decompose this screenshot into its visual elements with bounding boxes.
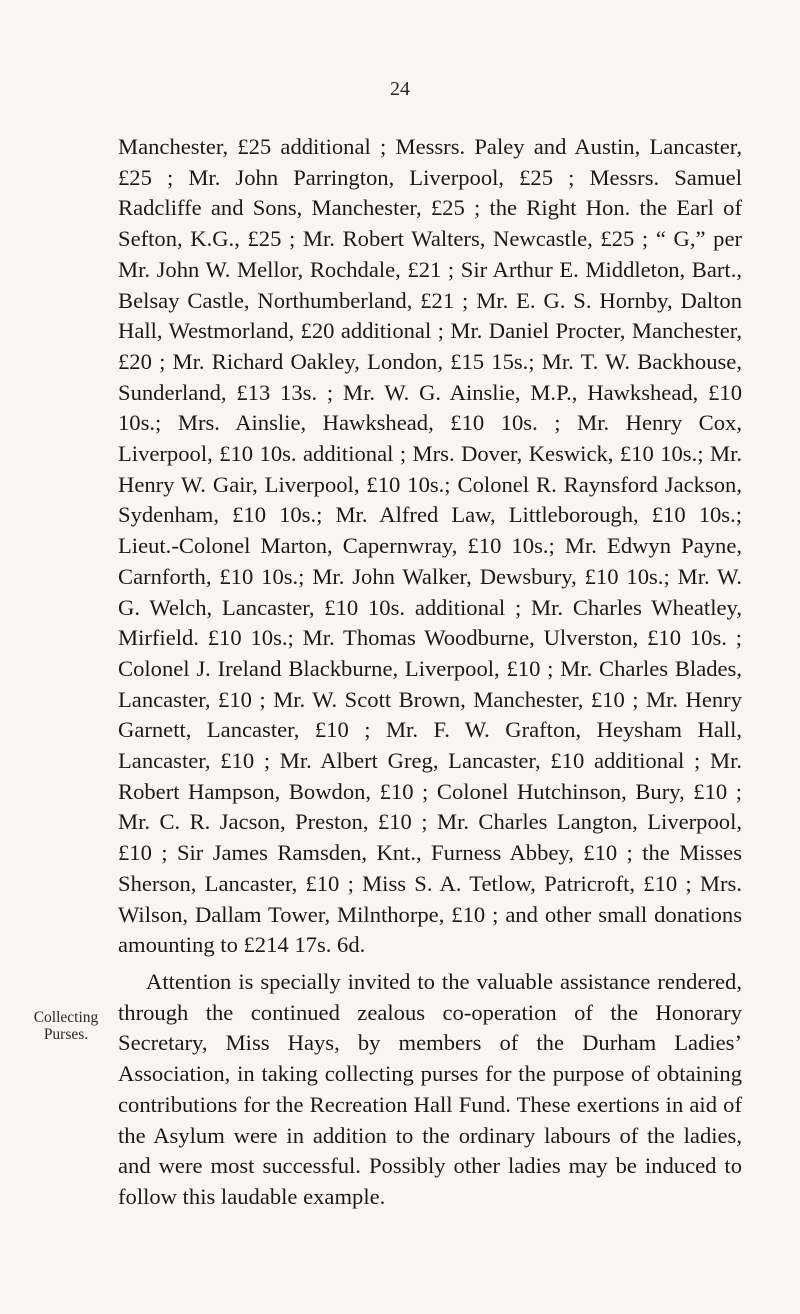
donations-paragraph: Manchester, £25 additional ; Messrs. Paley and Austin, Lancaster, £25 ; Mr. John Parrington, Liverpool, £25 ; Messrs. Samuel Radcliffe and Sons, Manchester, £25 ; the Right Hon. the Earl of Sefton, K.G., £25 ; Mr. Robert Walters, Newcastle, £25 ; “ G,” per Mr. John W. Mellor, Rochdale, £21 ; Sir Arthur E. Middleton, Bart., Belsay Castle, Northumberland, £21 ; Mr. E. G. S. Hornby, Dalton Hall, Westmorland, £20 additional ; Mr. Daniel Procter, Manchester, £20 ; Mr. Richard Oakley, London, £15 15s.; Mr. T. W. Backhouse, Sunderland, £13 13s. ; Mr. W. G. Ainslie, M.P., Hawkshead, £10 10s.; Mrs. Ainslie, Hawkshead, £10 10s. ; Mr. Henry Cox, Liverpool, £10 10s. additional ; Mrs. Dover, Keswick, £10 10s.; Mr. Henry W. Gair, Liverpool, £10 10s.; Colonel R. Raynsford Jackson, Sydenham, £10 10s.; Mr. Alfred Law, Littleborough, £10 10s.; Lieut.-Colonel Marton, Capernwray, £10 10s.; Mr. Edwyn Payne, Carnforth, £10 10s.; Mr. John Walker, Dewsbury, £10 10s.; Mr. W. G. Welch, Lancaster, £10 10s. additional ; Mr. Charles Wheatley, Mirfield. £10 10s.; Mr. Thomas Woodburne, Ulverston, £10 10s. ; Colonel J. Ireland Blackburne, Liverpool, £10 ; Mr. Charles Blades, Lancaster, £10 ; Mr. W. Scott Brown, Manchester, £10 ; Mr. Henry Garnett, Lancaster, £10 ; Mr. F. W. Grafton, Heysham Hall, Lancaster, £10 ; Mr. Albert Greg, Lancaster, £10 additional ; Mr. Robert Hampson, Bowdon, £10 ; Colonel Hutchinson, Bury, £10 ; Mr. C. R. Jacson, Preston, £10 ; Mr. Charles Langton, Liverpool, £10 ; Sir James Ramsden, Knt., Furness Abbey, £10 ; the Misses Sherson, Lancaster, £10 ; Miss S. A. Tetlow, Patricroft, £10 ; Mrs. Wilson, Dallam Tower, Milnthorpe, £10 ; and other small donations amounting to £214 17s. 6d. — [118, 134, 742, 958]
collecting-purses-paragraph: Attention is specially invited to the valuable assistance rendered, through the continued zealous co-operation of the Honorary Secretary, Miss Hays, by members of the Durham Ladies’ Association, in taking collecting purses for the purpose of obtaining contributions for the Recreation Hall Fund. These exertions in aid of the Asylum were in addition to the ordinary labours of the ladies, and were most successful. Possibly other ladies may be induced to follow this laudable example. — [118, 968, 742, 1209]
page-number: 24 — [390, 78, 410, 100]
marginal-note-line-1: Collecting — [33, 1009, 99, 1026]
body-text — [118, 132, 742, 1213]
marginal-note — [26, 1009, 106, 1043]
marginal-note-line-2: Purses. — [43, 1026, 89, 1043]
